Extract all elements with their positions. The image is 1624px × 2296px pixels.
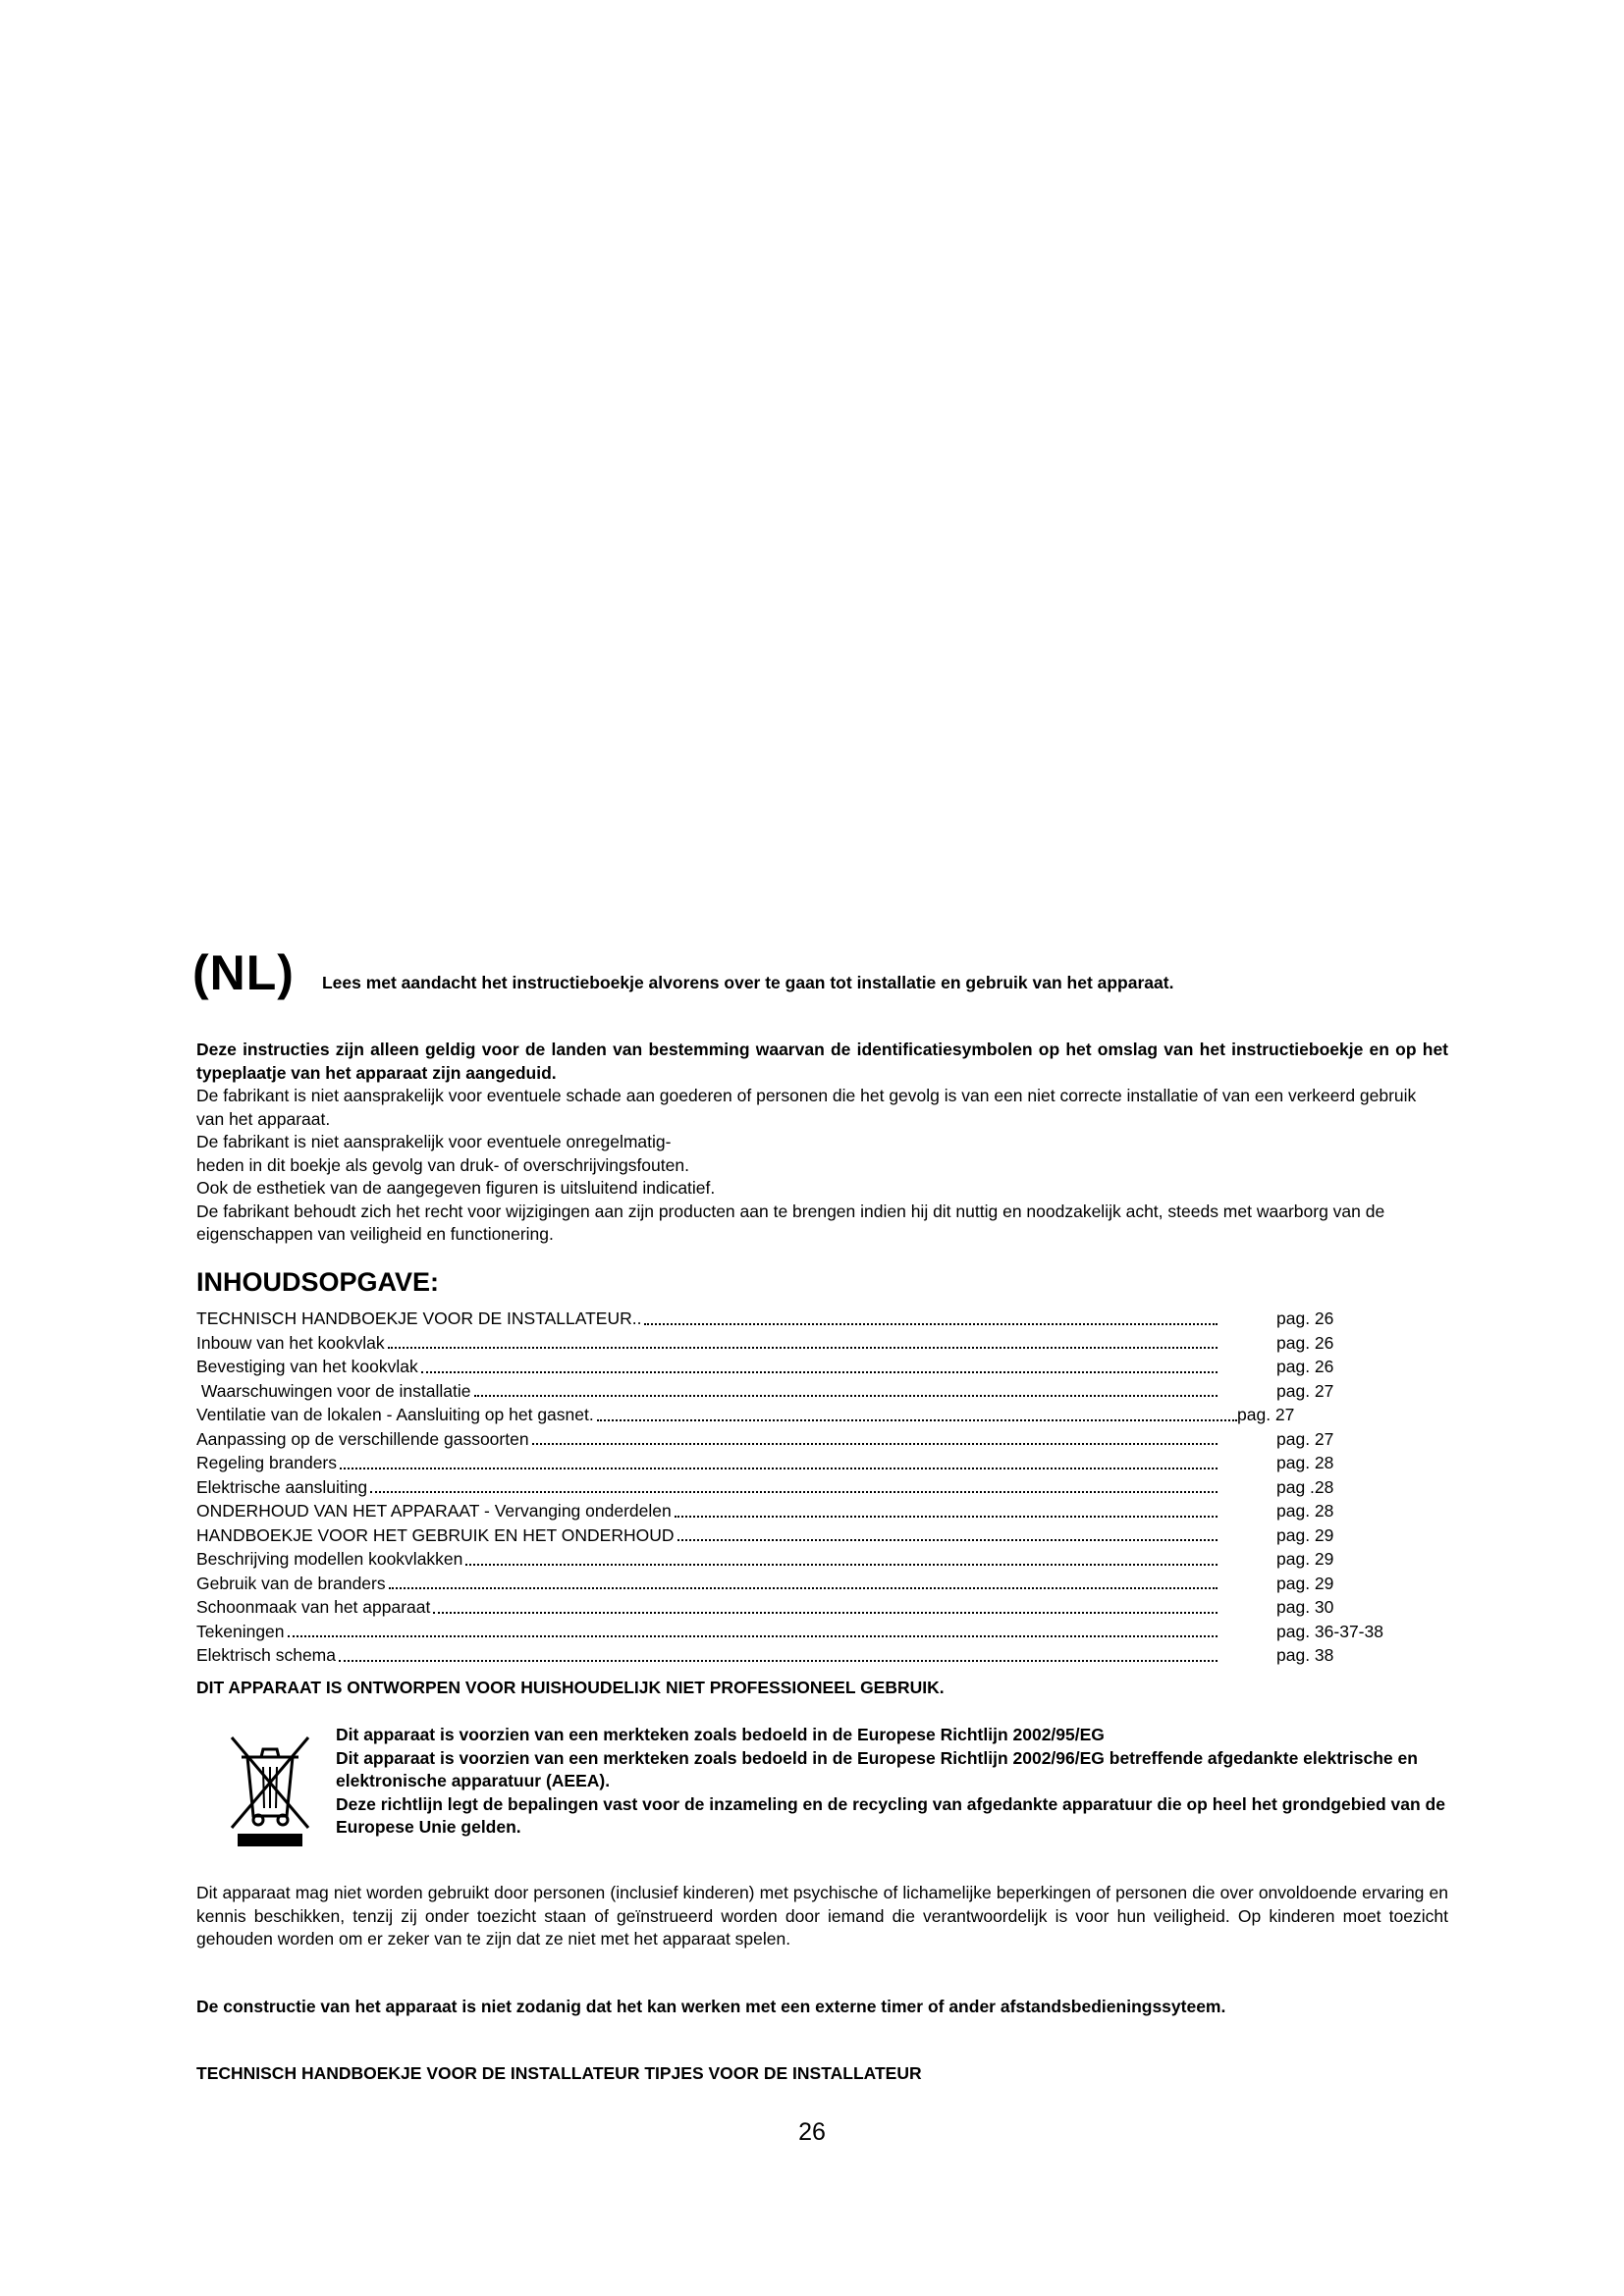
weee-text (336, 1724, 1448, 1861)
toc-entry-label: Beschrijving modellen kookvlakken (196, 1549, 463, 1569)
language-code: (NL) (192, 945, 295, 1000)
toc-entry-label: HANDBOEKJE VOOR HET GEBRUIK EN HET ONDERHOUD (196, 1524, 675, 1545)
dot-leader (389, 1587, 1218, 1589)
dot-leader (388, 1347, 1218, 1349)
toc-entry[interactable] (196, 1595, 1434, 1620)
toc-entry[interactable] (196, 1572, 1434, 1596)
toc-entry-page: pag. 38 (1276, 1645, 1334, 1665)
dot-leader (474, 1395, 1218, 1397)
liability-errors-line-2: heden in dit boekje als gevolg van druk- of overschrijvingsfouten. (196, 1154, 689, 1175)
dot-leader (433, 1612, 1218, 1614)
toc-entry-page: pag. 28 (1276, 1501, 1334, 1521)
toc-entry-page: pag. 26 (1276, 1332, 1334, 1353)
toc-entry[interactable] (196, 1403, 1434, 1427)
toc-entry-label: Aanpassing op de verschillende gassoorten (196, 1428, 529, 1449)
weee-directive-96: Dit apparaat is voorzien van een merkteken zoals bedoeld in de Europese Richtlijn 2002/96/EG betreffende afgedankte elektrische en elektronische apparatuur (AEEA). (336, 1747, 1418, 1790)
table-of-contents (196, 1307, 1434, 1668)
dot-leader (421, 1371, 1218, 1373)
modification-rights: De fabrikant behoudt zich het recht voor wijzigingen aan zijn producten aan te brengen indien hij dit nuttig en noodzakelijk acht, steeds met waarborg van de eigenschappen van veiligheid en functionering. (196, 1201, 1385, 1244)
toc-entry-page: pag. 27 (1276, 1380, 1334, 1401)
toc-entry-page: pag .28 (1276, 1476, 1334, 1497)
safety-paragraph: Dit apparaat mag niet worden gebruikt door personen (inclusief kinderen) met psychische of lichamelijke beperkingen of personen die over onvoldoende ervaring en kennis beschikken, tenzij zij onder toezicht staan of geïnstrueerd worden door iemand die verantwoordelijk is voor hun veiligheid. Op kinderen moet toezicht gehouden worden om er zeker van te zijn dat ze niet met het apparaat spelen. (196, 1883, 1448, 1949)
toc-entry-page: pag. 26 (1276, 1357, 1334, 1376)
toc-entry-label: Ventilatie van de lokalen - Aansluiting op het gasnet. (196, 1405, 594, 1424)
toc-entry[interactable] (196, 1307, 1434, 1331)
toc-entry-label: Waarschuwingen voor de installatie (196, 1380, 471, 1401)
toc-entry-page: pag. 36-37-38 (1276, 1621, 1383, 1641)
dot-leader (339, 1660, 1218, 1662)
dot-leader (370, 1491, 1218, 1493)
toc-entry[interactable] (196, 1499, 1434, 1523)
page-number: 26 (798, 2118, 826, 2146)
toc-entry[interactable] (196, 1523, 1434, 1548)
section-title: TECHNISCH HANDBOEKJE VOOR DE INSTALLATEUR TIPJES VOOR DE INSTALLATEUR (196, 2063, 922, 2083)
toc-entry-label: Regeling branders (196, 1453, 338, 1472)
toc-entry-label: Tekeningen (196, 1621, 285, 1641)
validity-notice: Deze instructies zijn alleen geldig voor de landen van bestemming waarvan de identificatiesymbolen op het omslag van het instructieboekje en op het typeplaatje van het apparaat zijn aangeduid. (196, 1040, 1448, 1083)
weee-section (196, 1724, 1448, 1861)
toc-entry-label: Bevestiging van het kookvlak (196, 1357, 418, 1376)
language-header (192, 945, 1459, 1000)
toc-entry-label: TECHNISCH HANDBOEKJE VOOR DE INSTALLATEUR.. (196, 1308, 642, 1328)
weee-directive-scope: Deze richtlijn legt de bepalingen vast voor de inzameling en de recycling van afgedankte apparatuur die op heel het grondgebied van de Europese Unie gelden. (336, 1793, 1445, 1837)
dot-leader (675, 1516, 1218, 1518)
toc-entry-label: Elektrische aansluiting (196, 1476, 368, 1497)
toc-entry-label: Elektrisch schema (196, 1645, 336, 1665)
intro-notice: Lees met aandacht het instructieboekje alvorens over te gaan tot installatie en gebruik van het apparaat. (321, 973, 1174, 992)
domestic-use-notice: DIT APPARAAT IS ONTWORPEN VOOR HUISHOUDELIJK NIET PROFESSIONEEL GEBRUIK. (196, 1678, 945, 1697)
aesthetics-notice: Ook de esthetiek van de aangegeven figuren is uitsluitend indicatief. (196, 1178, 716, 1198)
weee-directive-95: Dit apparaat is voorzien van een merkteken zoals bedoeld in de Europese Richtlijn 2002/95/EG (336, 1725, 1105, 1744)
toc-entry[interactable] (196, 1547, 1434, 1572)
dot-leader (644, 1323, 1218, 1325)
toc-entry-label: Gebruik van de branders (196, 1573, 386, 1593)
toc-entry-label: Inbouw van het kookvlak (196, 1332, 385, 1353)
toc-entry-page: pag. 26 (1276, 1308, 1334, 1328)
dot-leader (677, 1539, 1218, 1541)
wheelie-bin-icon (226, 1732, 314, 1830)
toc-entry-page: pag. 29 (1276, 1573, 1334, 1593)
timer-notice: De constructie van het apparaat is niet zodanig dat het kan werken met een externe timer of ander afstandsbedieningssyteem. (196, 1997, 1226, 2016)
liability-paragraph: De fabrikant is niet aansprakelijk voor eventuele schade aan goederen of personen die het gevolg is van een niet correcte installatie of van een verkeerd gebruik van het apparaat. (196, 1086, 1417, 1129)
toc-entry[interactable] (196, 1643, 1434, 1668)
toc-entry[interactable] (196, 1451, 1434, 1475)
toc-entry[interactable] (196, 1620, 1434, 1644)
weee-bar-mark (238, 1834, 302, 1846)
toc-entry[interactable] (196, 1427, 1434, 1452)
toc-entry[interactable] (196, 1355, 1434, 1379)
dot-leader (532, 1443, 1218, 1445)
toc-entry[interactable] (196, 1475, 1434, 1500)
toc-entry-label: Schoonmaak van het apparaat (196, 1597, 431, 1617)
liability-errors-line-1: De fabrikant is niet aansprakelijk voor eventuele onregelmatig- (196, 1132, 672, 1151)
toc-entry-page: pag. 29 (1276, 1524, 1334, 1545)
toc-entry-page: pag. 28 (1276, 1453, 1334, 1472)
dot-leader (288, 1635, 1218, 1637)
toc-entry-label: ONDERHOUD VAN HET APPARAAT - Vervanging onderdelen (196, 1501, 672, 1521)
toc-entry-page: pag. 27 (1237, 1405, 1295, 1424)
toc-entry[interactable] (196, 1379, 1434, 1404)
dot-leader (597, 1419, 1237, 1421)
dot-leader (465, 1564, 1218, 1566)
toc-title: INHOUDSOPGAVE: (196, 1267, 440, 1297)
crossed-out-wheelie-bin-icon (196, 1724, 314, 1861)
toc-entry-page: pag. 29 (1276, 1549, 1334, 1569)
toc-entry-page: pag. 30 (1276, 1597, 1334, 1617)
intro-section (196, 1039, 1448, 1247)
toc-entry-page: pag. 27 (1276, 1428, 1334, 1449)
toc-entry[interactable] (196, 1331, 1434, 1356)
dot-leader (340, 1468, 1218, 1469)
